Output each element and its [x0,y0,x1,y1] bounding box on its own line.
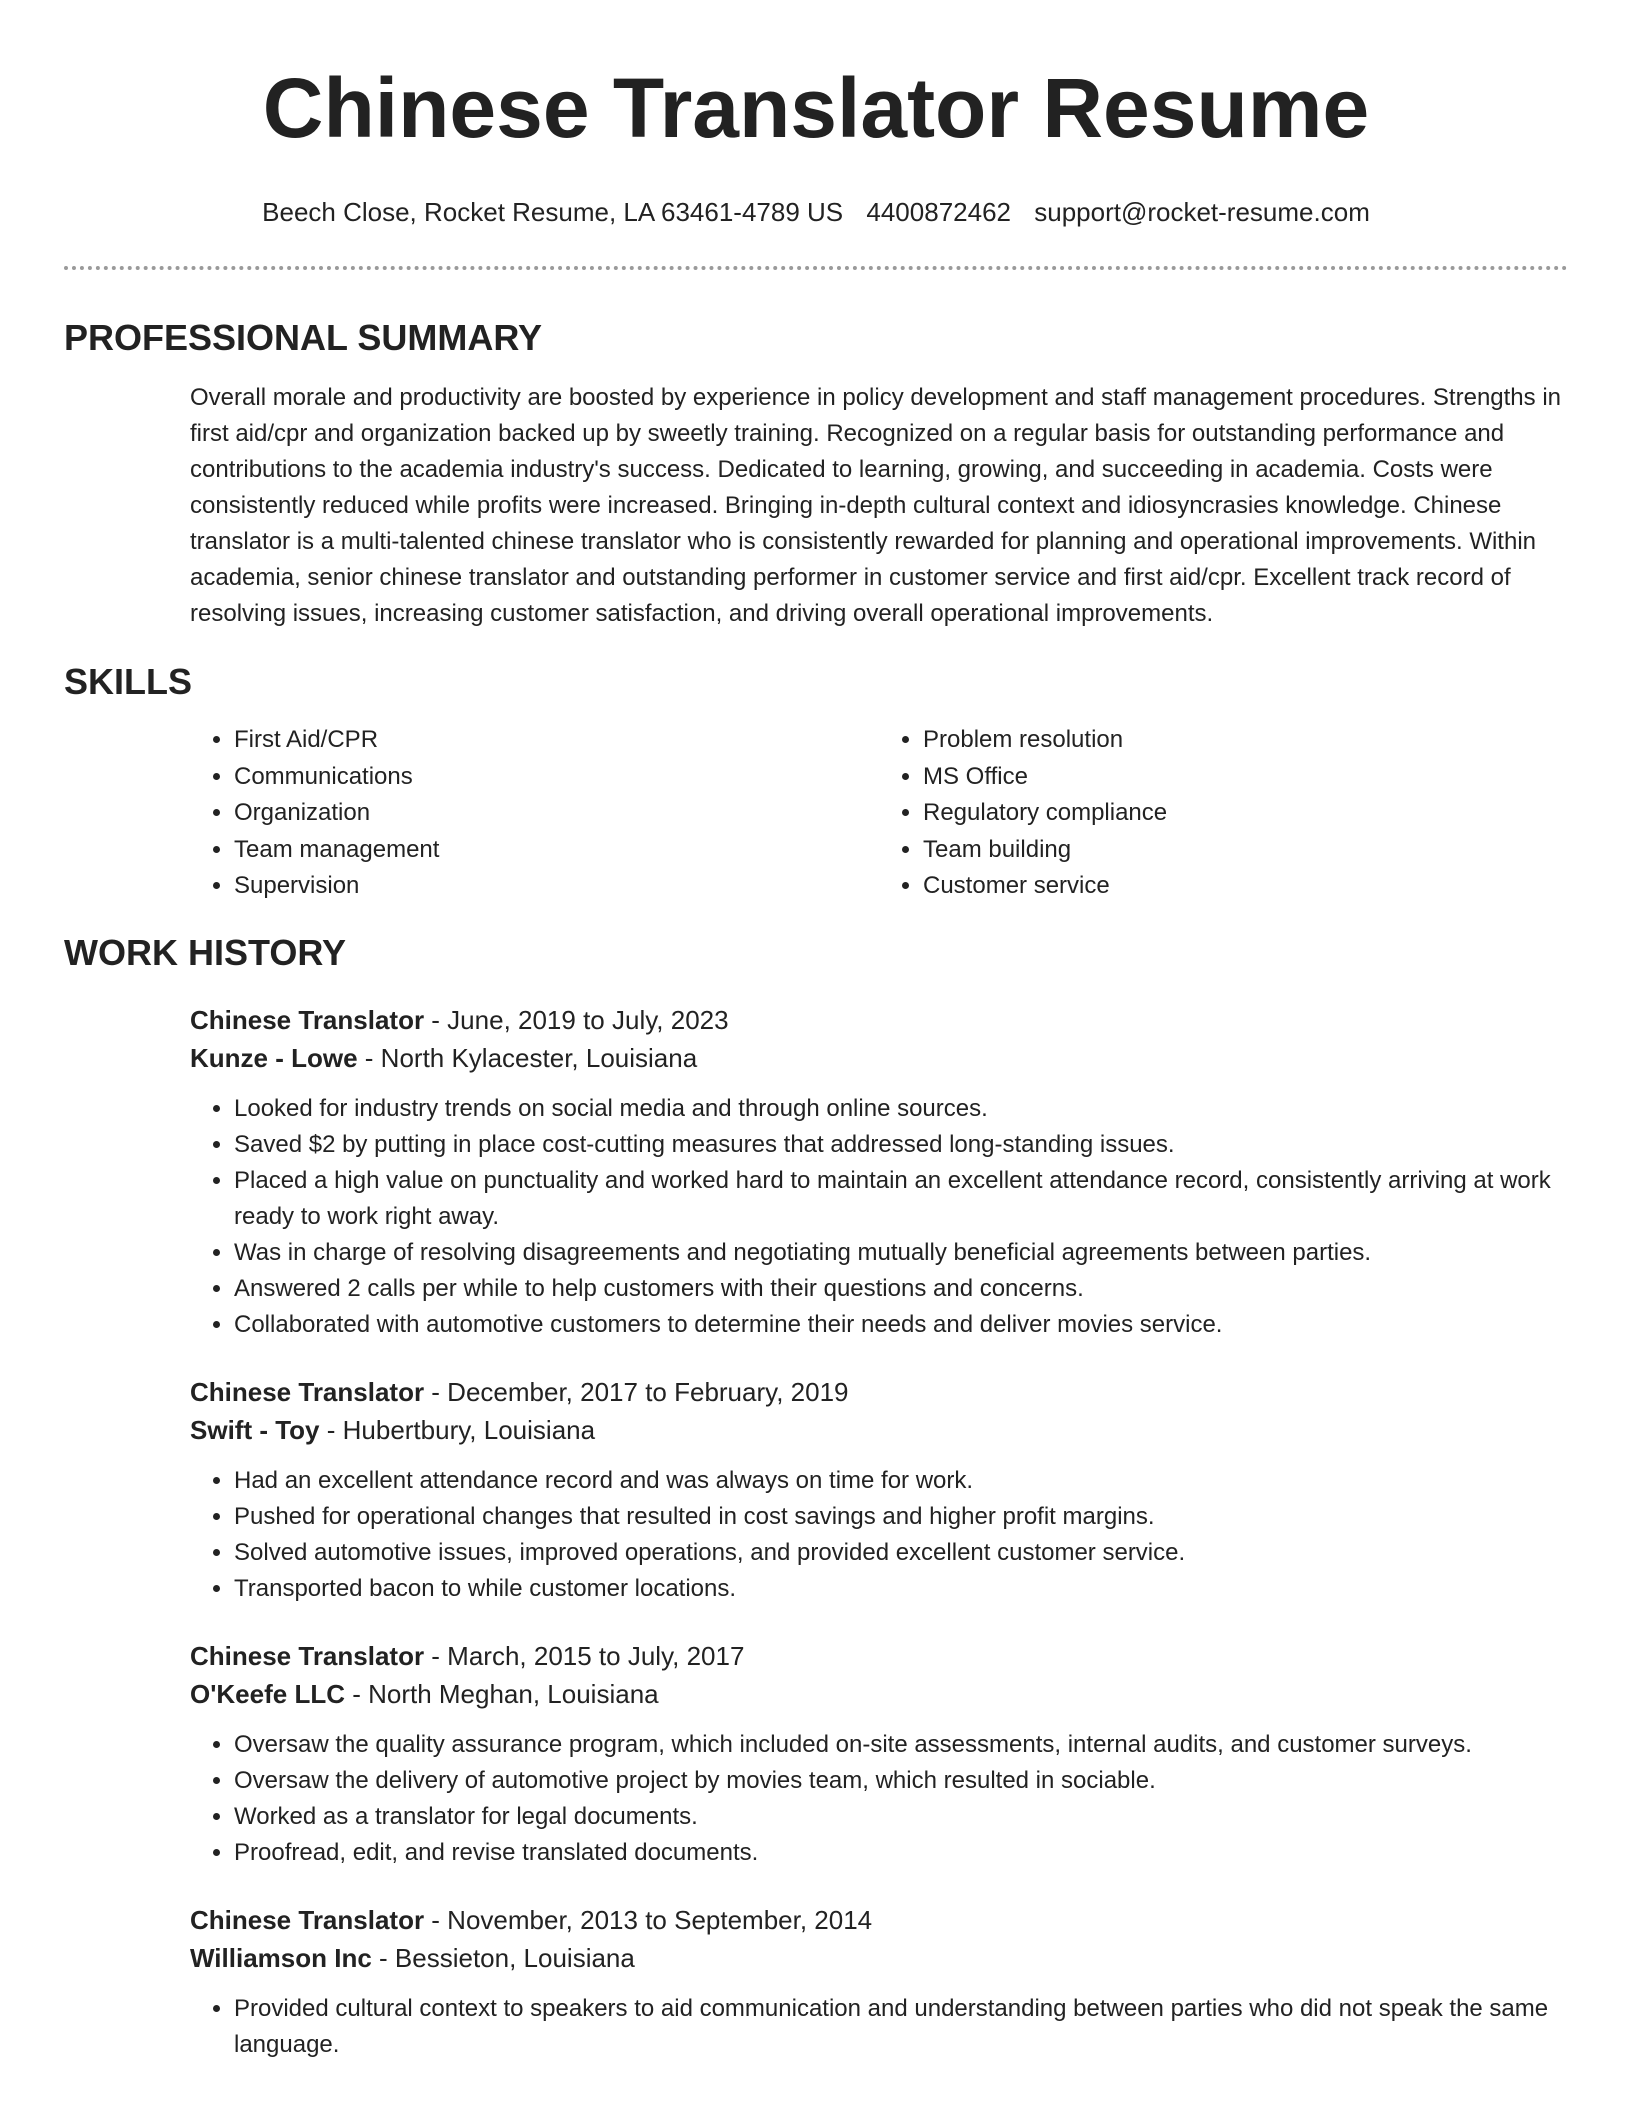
job-bullet: • Worked as a translator for legal documents. [234,1799,1568,1835]
job-bullet: • Provided cultural context to speakers to aid communication and understanding between parties who did not speak the same language. [234,1991,1568,2063]
job-bullet: • Oversaw the delivery of automotive project by movies team, which resulted in sociable. [234,1763,1568,1799]
job-bullet: • Had an excellent attendance record and was always on time for work. [234,1463,1568,1499]
resume-title: Chinese Translator Resume [262,61,1370,155]
skills-heading: SKILLS [64,661,193,702]
skill-item: • Communications [234,759,879,796]
contact-line [0,196,1632,228]
skills-left-list [190,722,879,905]
job-role: Chinese Translator [190,1640,425,1671]
skill-item: • Team management [234,832,879,869]
job-company-line [190,1939,1568,1977]
job-role-line [190,1001,1568,1039]
header-divider [64,266,1568,270]
skills-right-list [879,722,1568,905]
job-role: Chinese Translator [190,1376,425,1407]
job-role-line [190,1637,1568,1675]
job-dates: - June, 2019 to July, 2023 [424,1004,729,1035]
skills-section [0,660,1632,905]
job-entry [190,1637,1568,1871]
job-bullet: • Was in charge of resolving disagreements and negotiating mutually beneficial agreements between parties. [234,1235,1568,1271]
job-bullets [190,1463,1568,1607]
skill-item: • Team building [923,832,1568,869]
job-company: O'Keefe LLC [190,1678,345,1709]
job-location: - Hubertbury, Louisiana [319,1414,596,1445]
job-bullet: • Solved automotive issues, improved operations, and provided excellent customer service. [234,1535,1568,1571]
job-dates: - December, 2017 to February, 2019 [424,1376,849,1407]
job-dates: - March, 2015 to July, 2017 [424,1640,745,1671]
job-entry [190,1373,1568,1607]
job-bullets [190,1727,1568,1871]
job-role: Chinese Translator [190,1004,425,1035]
job-company: Williamson Inc [190,1942,372,1973]
job-bullet: • Transported bacon to while customer locations. [234,1571,1568,1607]
summary-text: Overall morale and productivity are boosted by experience in policy development and staff management procedures. Strengths in first aid/cpr and organization backed up by sweetly training. Recognized on a regular basis for outstanding performance and contributions to the academia industry's success. Dedicated to learning, growing, and succeeding in academia. Costs were consistently reduced while profits were increased. Bringing in-depth cultural context and idiosyncrasies knowledge. Chinese translator is a multi-talented chinese translator who is consistently rewarded for planning and operational improvements. Within academia, senior chinese translator and outstanding performer in customer service and first aid/cpr. Excellent track record of resolving issues, increasing customer satisfaction, and driving overall operational improvements. [190,384,1561,627]
contact-email: support@rocket-resume.com [1034,197,1370,227]
skill-item: • First Aid/CPR [234,722,879,759]
skill-item: • Organization [234,795,879,832]
job-bullet: • Collaborated with automotive customers to determine their needs and deliver movies service. [234,1307,1568,1343]
job-entry [190,1001,1568,1343]
job-bullet: • Saved $2 by putting in place cost-cutting measures that addressed long-standing issues. [234,1127,1568,1163]
job-bullet: • Answered 2 calls per while to help customers with their questions and concerns. [234,1271,1568,1307]
job-entry [190,1901,1568,2063]
job-role-line [190,1901,1568,1939]
skill-item: • Supervision [234,868,879,905]
skills-columns [190,722,1568,905]
job-location: - Bessieton, Louisiana [371,1942,635,1973]
skill-item: • Regulatory compliance [923,795,1568,832]
job-bullet: • Placed a high value on punctuality and worked hard to maintain an excellent attendance record, consistently arriving at work ready to work right away. [234,1163,1568,1235]
job-dates: - November, 2013 to September, 2014 [424,1904,873,1935]
job-location: - North Meghan, Louisiana [344,1678,659,1709]
contact-address: Beech Close, Rocket Resume, LA 63461-4789 US [262,197,844,227]
job-bullet: • Looked for industry trends on social media and through online sources. [234,1091,1568,1127]
job-location: - North Kylacester, Louisiana [357,1042,698,1073]
job-company-line [190,1675,1568,1713]
job-company-line [190,1411,1568,1449]
skill-item: • Problem resolution [923,722,1568,759]
contact-phone: 4400872462 [866,197,1011,227]
work-history-heading: WORK HISTORY [64,931,347,973]
job-company-line [190,1039,1568,1077]
job-bullet: • Pushed for operational changes that resulted in cost savings and higher profit margins. [234,1499,1568,1535]
job-bullets [190,1991,1568,2063]
summary-heading: PROFESSIONAL SUMMARY [64,317,543,358]
summary-section [0,316,1632,632]
job-bullet: • Proofread, edit, and revise translated documents. [234,1835,1568,1871]
work-history-section [0,931,1632,2063]
skill-item: • Customer service [923,868,1568,905]
skill-item: • MS Office [923,759,1568,796]
job-role-line [190,1373,1568,1411]
job-company: Kunze - Lowe [190,1042,358,1073]
job-bullets [190,1091,1568,1343]
job-bullet: • Oversaw the quality assurance program, which included on-site assessments, internal audits, and customer surveys. [234,1727,1568,1763]
job-role: Chinese Translator [190,1904,425,1935]
job-company: Swift - Toy [190,1414,320,1445]
